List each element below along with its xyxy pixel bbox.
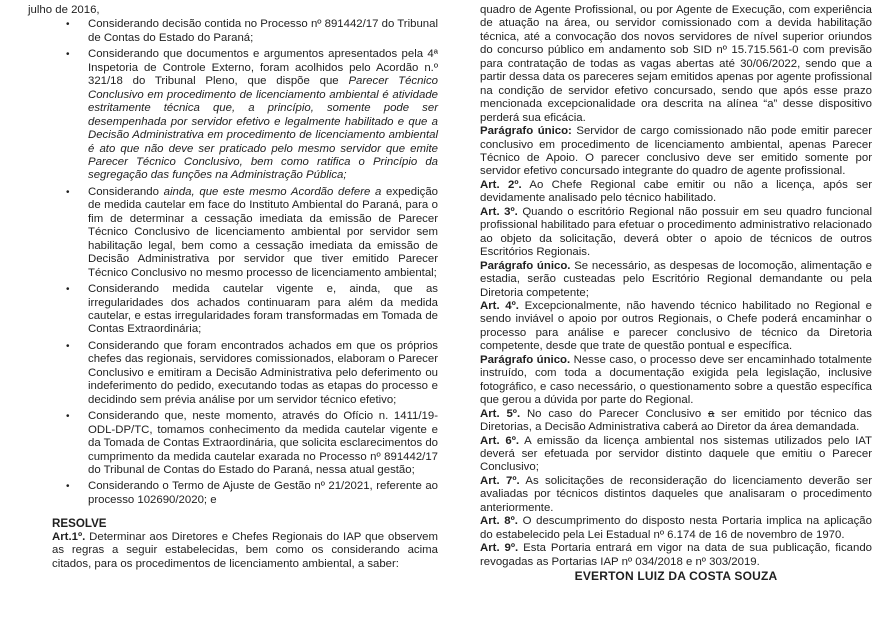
article-paragraph <box>480 354 872 408</box>
article-label: Art. 4º. <box>480 299 519 312</box>
article-label: Art. 6º. <box>480 434 520 447</box>
article-text: Determinar aos Diretores e Chefes Regionais do IAP que observem as regras a seguir estabelecidas, bem como os considerando acima citados, para os procedimentos de licenciamento ambiental, a saber: <box>52 530 438 570</box>
considerations-list <box>28 18 438 507</box>
bullet-marker-icon: • <box>66 19 70 31</box>
article-label: Art. 7º. <box>480 474 520 487</box>
bullet-marker-icon: • <box>66 284 70 296</box>
article-text: Esta Portaria entrará em vigor na data de sua publicação, ficando revogadas as Portarias IAP nº 034/2018 e nº 303/2019. <box>480 542 872 568</box>
article-text: Quando o escritório Regional não possuir em seu quadro funcional profissional habilitado para efetuar o procedimento administrativo relacionado ao objeto da solicitação, deverá obter o apoio de técnicos de outros Escritórios Regionais. <box>480 205 872 259</box>
consideration-text: Considerando medida cautelar vigente e, ainda, que as irregularidades dos achados continuaram para além da medida cautelar, e estas irregularidades foram transformadas em Tomada de Contas Extraordinária; <box>88 283 438 336</box>
consideration-text: Considerando que, neste momento, através do Ofício n. 1411/19-ODL-DP/TC, tomamos conhecimento da medida cautelar vigente e da Tomada de Contas Extraordinária, que solicita esclarecimentos do cumprimento da medida cautelar exarada no Processo nº 891442/17 do Tribunal de Contas do Estado do Paraná, nessa atual gestão; <box>88 410 438 476</box>
article-paragraph <box>480 475 872 515</box>
article-label: Art.1º. <box>52 530 86 543</box>
signature-name: EVERTON LUIZ DA COSTA SOUZA <box>574 569 778 584</box>
article-paragraph <box>480 515 872 542</box>
consideration-text: Considerando <box>88 185 164 198</box>
article-text: quadro de Agente Profissional, ou por Agente de Execução, com experiência de atuação na área, ou servidor comissionado com a devida habilitação técnica, até a convocação dos novos servidores de nível superior oriundos do concurso público em andamento sob SID nº 15.715.561-0 com previsão para contratação de todas as vagas abertas até 30/06/2022, sendo que a partir dessa data os pareceres sejam emitidos apenas por agente profissional na condição de servidor efetivo concursado, sendo que após esse prazo mencionada excepcionalidade ora descrita na alínea “a” desse dispositivo perderá sua eficácia. <box>480 4 872 124</box>
article-paragraph <box>480 300 872 354</box>
consideration-text: ainda, que este mesmo Acordão defere a <box>163 185 382 198</box>
article-text: Servidor de cargo comissionado não pode emitir parecer conclusivo em procedimento de licenciamento ambiental, apenas Parecer Técnico de Apoio. O parecer conclusivo deve ser emitido somente por servidor efetivo concursado integrante do quadro de agente profissional. <box>480 125 872 178</box>
consideration-item <box>28 340 438 407</box>
article-text: a <box>708 407 715 420</box>
consideration-item <box>28 48 438 183</box>
bullet-marker-icon: • <box>66 49 70 61</box>
article-paragraph <box>480 4 872 125</box>
article-1 <box>52 531 438 571</box>
article-text: Se necessário, as despesas de locomoção, alimentação e estadia, serão custeadas pelo Escritório Regional demandante ou pela Diretoria competente; <box>480 259 872 299</box>
article-text: Nesse caso, o processo deve ser encaminhado totalmente instruído, com toda a documentação exigida pela legislação, inclusive fotográfico, e caso necessário, o questionamento sobre a questão específica que gerou a dúvida por parte do Regional. <box>480 353 872 407</box>
article-paragraph <box>480 435 872 475</box>
date-line: julho de 2016, <box>28 4 100 16</box>
article-text: ser emitido por técnico das Diretorias, a Decisão Administrativa caberá ao Diretor da área demandada. <box>480 407 872 434</box>
article-paragraph <box>480 542 872 569</box>
article-paragraph <box>480 206 872 260</box>
article-paragraph <box>480 125 872 179</box>
article-label: Parágrafo único. <box>480 259 571 272</box>
articles-body <box>480 4 872 569</box>
article-paragraph <box>480 179 872 206</box>
consideration-item <box>28 283 438 337</box>
article-label: Art. 8º. <box>480 515 518 528</box>
article-text: Ao Chefe Regional cabe emitir ou não a licença, após ser devidamente analisado pelo técnico habilitado. <box>480 178 872 205</box>
consideration-text: Considerando que foram encontrados achados em que os próprios chefes das regionais, servidores comissionados, elaboram o Parecer Conclusivo e emitiram a Decisão Administrativa pelo deferimento ou indeferimento do pedido, executando todas as etapas do processo e decidindo sem prévia análise por um servidor técnico efetivo; <box>88 339 438 406</box>
consideration-text: expedição de medida cautelar em face do Instituto Ambiental do Paraná, para o fim de determinar a cessação imediata da emissão de Parecer Técnico Conclusivo de licenciamento ambiental por servidor sem habilitação legal, bem como a cessação imediata da emissão de Decisão Administrativa por servidor que tiver emitido Parecer Técnico Conclusivo no mesmo processo de licenciamento ambiental; <box>88 185 438 279</box>
bullet-marker-icon: • <box>66 411 70 423</box>
article-paragraph <box>480 260 872 300</box>
right-column <box>480 4 872 583</box>
article-text: Excepcionalmente, não havendo técnico habilitado no Regional e sendo inviável o apoio por outros Regionais, o Chefe poderá encaminhar o processo para análise e parecer conclusivo de técnico da Diretoria competente, desde que trate de questão pontual e específica. <box>480 299 872 353</box>
consideration-text: Considerando que documentos e argumentos apresentados pela 4ª Inspetoria de Controle Externo, foram acolhidos pelo Acordão n.º 321/18 do Tribunal Pleno, que dispõe que <box>88 48 438 88</box>
article-label: Art. 3º. <box>480 205 518 218</box>
article-label: Parágrafo único. <box>480 353 571 366</box>
bullet-marker-icon: • <box>66 481 70 493</box>
consideration-item <box>28 410 438 477</box>
article-paragraph <box>480 408 872 435</box>
left-column <box>28 4 438 571</box>
consideration-text: Considerando decisão contida no Processo nº 891442/17 do Tribunal de Contas do Estado do Paraná; <box>88 18 438 44</box>
bullet-marker-icon: • <box>66 186 70 198</box>
consideration-item <box>28 186 438 280</box>
consideration-item <box>28 480 438 507</box>
article-label: Parágrafo único: <box>480 125 572 138</box>
consideration-item <box>28 18 438 45</box>
article-text: A emissão da licença ambiental nos sistemas utilizados pelo IAT deverá ser efetuada por servidor distinto daquele que emitiu o Parecer Conclusivo; <box>480 434 872 474</box>
article-text: As solicitações de reconsideração do licenciamento deverão ser avaliadas por técnicos distintos daqueles que analisaram o procedimento anteriormente. <box>480 474 872 514</box>
resolve-heading: RESOLVE <box>52 517 107 531</box>
article-text: No caso do Parecer Conclusivo <box>520 407 708 420</box>
consideration-text: Considerando o Termo de Ajuste de Gestão nº 21/2021, referente ao processo 102690/2020; e <box>88 480 438 506</box>
consideration-text: Parecer Técnico Conclusivo em procedimento de licenciamento ambiental é atividade estritamente técnica que, a princípio, somente pode ser desempenhada por servidor efetivo e legalmente habilitado e que a Decisão Administrativa em procedimento de licenciamento ambiental é ato que não deve ser praticado pelo mesmo servidor que emite Parecer Técnico Conclusivo, bem como ratifica o Princípio da segregação das funções na Administração Pública; <box>88 75 438 182</box>
bullet-marker-icon: • <box>66 340 70 352</box>
article-label: Art. 9º. <box>480 542 519 555</box>
article-label: Art. 2º. <box>480 178 522 191</box>
article-label: Art. 5º. <box>480 407 521 420</box>
article-text: O descumprimento do disposto nesta Portaria implica na aplicação do estabelecido pela Lei Estadual nº 6.174 de 16 de novembro de 1970. <box>480 515 872 541</box>
